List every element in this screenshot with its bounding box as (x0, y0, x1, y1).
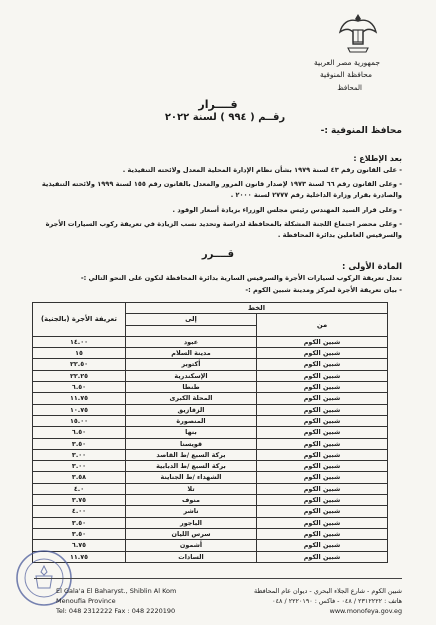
cell-to: طنطا (126, 382, 257, 393)
cell-fare: ١١.٧٥ (33, 551, 126, 562)
cell-fare: ٣.٥٨ (33, 472, 126, 483)
header-office: المحافظ (337, 84, 362, 92)
cell-to: بنها (126, 427, 257, 438)
cell-from: شبين الكوم (257, 438, 388, 449)
table-row (33, 506, 388, 517)
table-row (33, 517, 388, 528)
table-row (33, 393, 388, 404)
table-row (33, 348, 388, 359)
cell-fare: ٢٢.٢٥ (33, 370, 126, 381)
cell-to: المنصورة (126, 415, 257, 426)
cell-fare: ٣.٥٠ (33, 438, 126, 449)
cell-fare: ٤.٠٠ (33, 506, 126, 517)
cell-to: مدينة السلام (126, 348, 257, 359)
cell-fare: ٣.٠٠ (33, 461, 126, 472)
cell-fare: ١٤.٠٠ (33, 336, 126, 347)
preamble-line: - وعلى القانون رقم ٦٦ لسنة ١٩٧٣ لإصدار قانون المرور والمعدل بالقانون رقم ١٥٥ لسنة ١٩٩٩ ولائحته التنفيذية (41, 180, 402, 188)
table-header-from: من (257, 314, 388, 337)
cell-fare: ٣.٥٠ (33, 517, 126, 528)
cell-fare: ٣.٧٥ (33, 495, 126, 506)
table-row (33, 427, 388, 438)
decree-number: رقــم ( ٩٩٤ ) لسنة ٢٠٢٢ (164, 112, 286, 123)
preamble-line: - وعلى محضر اجتماع اللجنة المشكلة بالمحافظة لدراسة وتحديد نسب الزيادة في تعريفة ركوب السيارات الأجرة (45, 220, 402, 228)
cell-fare: ٦.٥٠ (33, 382, 126, 393)
cell-from: شبين الكوم (257, 483, 388, 494)
preamble-line: - وعلى قرار السيد المهندس رئيس مجلس الوزراء بزيادة أسعار الوقود . (172, 206, 402, 214)
cell-from: شبين الكوم (257, 528, 388, 539)
preamble-line: والصادرة بقرار وزارة الداخلية رقم ٢٧٧٧ لسنة ٢٠٠٠ . (230, 191, 402, 199)
table-header-line: الخط (126, 303, 388, 314)
cell-fare: ٣.٠٠ (33, 449, 126, 460)
decided-heading: قــــرر (201, 249, 235, 260)
cell-fare: ١١.٧٥ (33, 393, 126, 404)
cell-from: شبين الكوم (257, 472, 388, 483)
table-header-to-spacer (126, 325, 257, 336)
cell-fare: ٣.٥٠ (33, 528, 126, 539)
cell-to: بركة السبع /ط القاصد (126, 449, 257, 460)
cell-from: شبين الكوم (257, 393, 388, 404)
header-governorate: محافظة المنوفية (320, 70, 372, 79)
cell-from: شبين الكوم (257, 506, 388, 517)
cell-from: شبين الكوم (257, 348, 388, 359)
decree-title: قــــرار (198, 98, 238, 111)
cell-fare: ١٥.٠٠ (33, 415, 126, 426)
table-row (33, 415, 388, 426)
footer-phone-ar: هاتف : ٢٣١٢٢٢٢ / ٠٤٨ - فاكس : ٢٢٢٠١٩٠ / ٠٤٨ (272, 597, 402, 605)
table-row (33, 449, 388, 460)
cell-from: شبين الكوم (257, 404, 388, 415)
cell-to: السادات (126, 551, 257, 562)
table-row (33, 370, 388, 381)
cell-fare: ١٥ (33, 348, 126, 359)
footer-address-ar: شبين الكوم - شارع الجلاء البحري - ديوان عام المحافظة (254, 587, 402, 595)
table-row (33, 483, 388, 494)
cell-from: شبين الكوم (257, 540, 388, 551)
table-row (33, 495, 388, 506)
preamble-heading: بعد الإطلاع : (353, 154, 402, 163)
footer-province-en: Menoufia Province (56, 597, 116, 605)
table-row (33, 528, 388, 539)
footer-phone-en: Tel: 048 2312222 Fax : 048 2220190 (56, 607, 176, 615)
fare-table-body (33, 336, 388, 562)
table-header-to: إلى (126, 314, 257, 325)
table-row (33, 472, 388, 483)
table-row (33, 359, 388, 370)
cell-to: أكتوبر (126, 359, 257, 370)
cell-from: شبين الكوم (257, 382, 388, 393)
footer-address-en: El Gala'a El Baharyst., Shiblin Al Kom (56, 587, 177, 595)
cell-to: الشهداء /ط الجناينة (126, 472, 257, 483)
cell-fare: ٦.٧٥ (33, 540, 126, 551)
cell-to: أشمون (126, 540, 257, 551)
cell-from: شبين الكوم (257, 370, 388, 381)
table-row (33, 404, 388, 415)
table-header-fare: تعريفة الأجرة (بالجنية) (33, 303, 126, 337)
cell-to: سرس الليان (126, 528, 257, 539)
article-title: المادة الأولى : (341, 262, 402, 272)
cell-from: شبين الكوم (257, 517, 388, 528)
eagle-emblem-icon (338, 10, 378, 54)
table-row (33, 461, 388, 472)
cell-to: المحلة الكبرى (126, 393, 257, 404)
cell-to: قويسنا (126, 438, 257, 449)
cell-to: الإسكندرية (126, 370, 257, 381)
cell-to: ناشر (126, 506, 257, 517)
cell-from: شبين الكوم (257, 551, 388, 562)
footer-website[interactable]: www.monofeya.gov.eg (329, 607, 402, 615)
cell-to: تلا (126, 483, 257, 494)
cell-to: الباجور (126, 517, 257, 528)
cell-fare: ١٠.٧٥ (33, 404, 126, 415)
cell-to: منوف (126, 495, 257, 506)
preamble-line: - على القانون رقم ٤٣ لسنة ١٩٧٩ بشأن نظام الإدارة المحلية المعدل ولائحته التنفيذية . (122, 166, 402, 174)
table-caption: - بيان تعريفة الأجرة لمركز ومدينة شبين الكوم :- (245, 286, 402, 294)
cell-fare: ٤.٠ (33, 483, 126, 494)
cell-from: شبين الكوم (257, 359, 388, 370)
table-row (33, 382, 388, 393)
cell-to: عبود (126, 336, 257, 347)
cell-from: شبين الكوم (257, 415, 388, 426)
fare-table (32, 302, 388, 563)
table-row (33, 551, 388, 562)
issuer-line: محافظ المنوفية :- (320, 126, 402, 136)
table-row (33, 438, 388, 449)
cell-from: شبين الكوم (257, 427, 388, 438)
preamble-line: والسرفيس العاملين بدائرة المحافظة . (277, 231, 402, 239)
table-row (33, 540, 388, 551)
cell-from: شبين الكوم (257, 336, 388, 347)
table-row (33, 336, 388, 347)
header-republic: جمهورية مصر العربية (314, 58, 380, 67)
cell-fare: ٦.٥٠ (33, 427, 126, 438)
cell-to: الزقازيق (126, 404, 257, 415)
cell-from: شبين الكوم (257, 461, 388, 472)
footer-divider (34, 578, 402, 579)
cell-fare: ٢٢.٥٠ (33, 359, 126, 370)
article-text: تعدل تعريفة الركوب لسيارات الأجرة والسرفيس السارية بدائرة المحافظة لتكون على النحو التالي :- (80, 274, 402, 282)
cell-from: شبين الكوم (257, 495, 388, 506)
cell-to: بركة السبع /ط الدبابية (126, 461, 257, 472)
cell-from: شبين الكوم (257, 449, 388, 460)
